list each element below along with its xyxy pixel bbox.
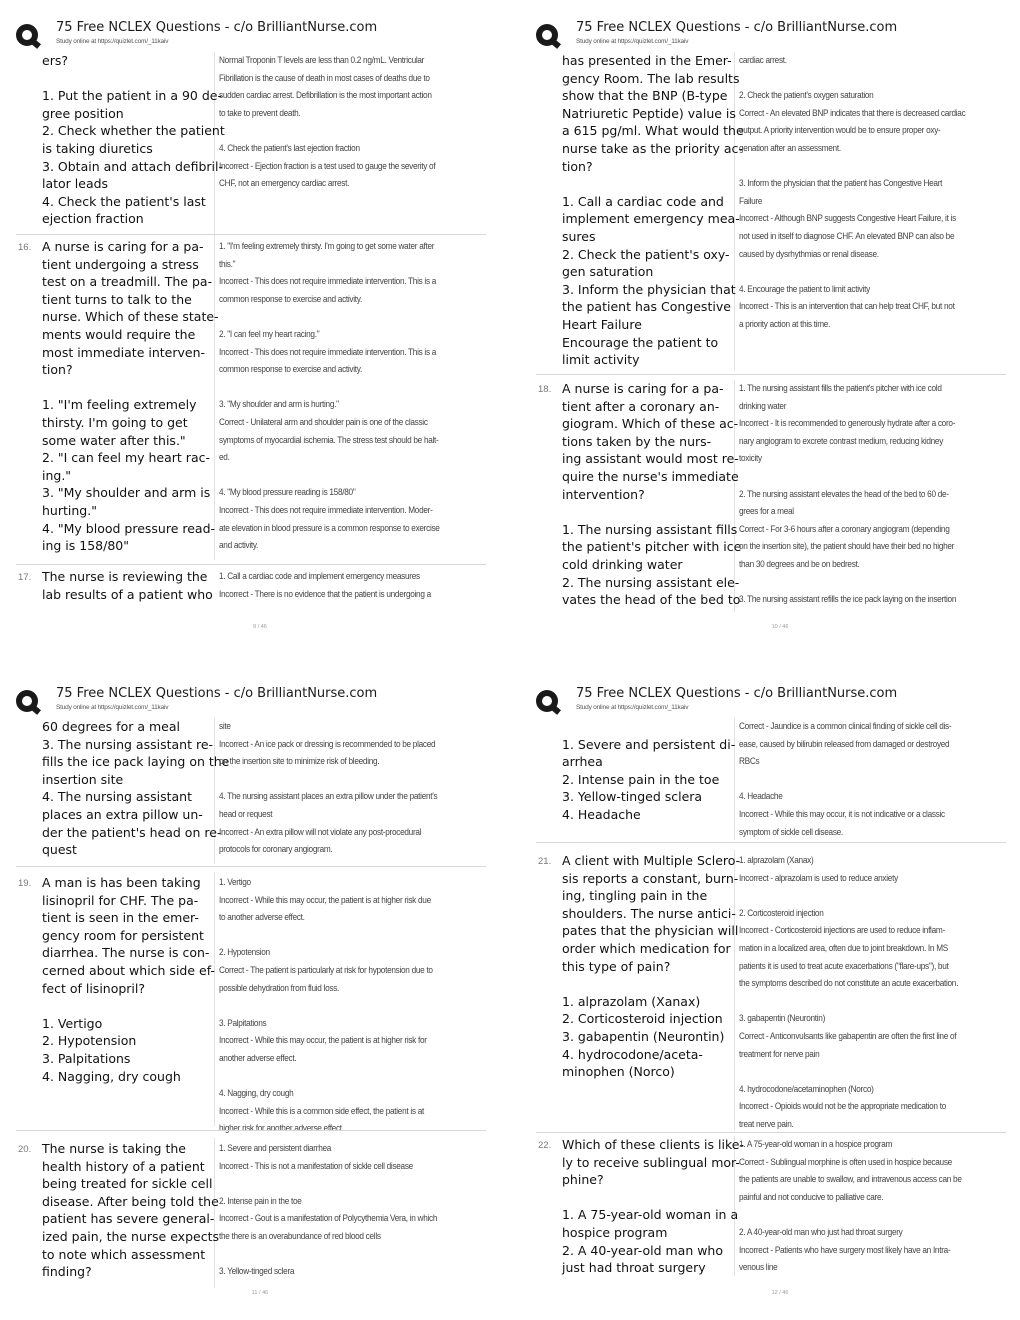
question-divider <box>16 866 486 867</box>
page-header <box>12 16 508 50</box>
answer-text: 1. Call a cardiac code and implement emergency measures Incorrect - There is no evidence that the patient is undergoing a <box>219 571 431 600</box>
question-divider <box>536 842 1006 843</box>
header-subtitle: Study online at https://quizlet.com/_11kaiv <box>576 38 689 45</box>
question-divider <box>536 374 1006 375</box>
question-text: 1. Severe and persistent di- arrhea 2. Intense pain in the toe 3. Yellow-tinged sclera 4. Headache <box>562 736 736 822</box>
answer-text: 1. The nursing assistant fills the patient's pitcher with ice cold drinking water Incorrect - It is recommended to generously hydrate after a coro- nary angiogram to excrete contrast medium, reducing kidney toxicity 2. The nursing assistant elevates the head of the bed to 60 de- grees for a meal Correct - For 3-6 hours after a coronary angiogram (depending on the insertion site), the patient should have their bed no higher than 30 degrees and be on bedrest. 3. The nursing assistant refills the ice pack laying on the insertion <box>739 383 957 606</box>
answer-text: 1. A 75-year-old woman in a hospice program Correct - Sublingual morphine is often used in hospice because the patients are unable to swallow, and intravenous access can be painful and not conducive to palliative care. 2. A 40-year-old man who just had throat surgery Incorrect - Patients who have surgery most likely have an Intra- venous line <box>739 1139 962 1274</box>
answer-text: 1. Severe and persistent diarrhea Incorrect - This is not a manifestation of sickle cell disease 2. Intense pain in the toe Incorrect - Gout is a manifestation of Polycythemia Vera, in which the there is an overabundance of red blood cells 3. Yellow-tinged sclera <box>219 1143 438 1278</box>
question-number: 20. <box>18 1144 32 1155</box>
header-title: 75 Free NCLEX Questions - c/o BrilliantNurse.com <box>56 20 378 35</box>
question-number: 19. <box>18 878 32 889</box>
page-number: 9 / 46 <box>253 624 267 630</box>
document-page <box>12 12 508 652</box>
question-text: The nurse is reviewing the lab results of a patient who <box>42 569 213 602</box>
header-subtitle: Study online at https://quizlet.com/_11kaiv <box>56 704 169 711</box>
question-text: A client with Multiple Sclero- sis reports a constant, burn- ing, tingling pain in the shoulders. The nurse antici- pates that the physician will order which medication for this type of pain? 1. alprazolam (Xanax) 2. Corticosteroid injection 3. gabapentin (Neurontin) 4. hydrocodone/aceta- minophen (Norco) <box>562 853 741 1080</box>
question-text: A nurse is caring for a pa- tient undergoing a stress test on a treadmill. The pa- tient turns to talk to the nurse. Which of these state- ments would require the most immediate interven- tion? 1. "I'm feeling extremely thirsty. I'm going to get some water after this." 2. "I can feel my heart rac- ing." 3. "My shoulder and arm is hurting." 4. "My blood pressure read- ing is 158/80" <box>42 239 219 554</box>
answer-text: 1. Vertigo Incorrect - While this may occur, the patient is at higher risk due to another adverse effect. 2. Hypotension Correct - The patient is particularly at risk for hypotension due to possible dehydration from fluid loss. 3. Palpitations Incorrect - While this may occur, the patient is at higher risk for another adverse effect. 4. Nagging, dry cough Incorrect - While this is a common side effect, the patient is at higher risk for another adverse effect. <box>219 877 433 1135</box>
header-title: 75 Free NCLEX Questions - c/o BrilliantNurse.com <box>576 20 898 35</box>
document-page <box>532 678 1020 1318</box>
question-divider <box>536 1132 1006 1133</box>
question-divider <box>16 564 486 565</box>
answer-text: cardiac arrest. 2. Check the patient's oxygen saturation Correct - An elevated BNP indicates that there is decreased cardiac output. A priority intervention would be to ensure proper oxy- genation after an assessment. 3. Inform the physician that the patient has Congestive Heart Failure Incorrect - Although BNP suggests Congestive Heart Failure, it is not used in itself to diagnose CHF. An elevated BNP can also be caused by dysrhythmias or renal disease. 4. Encourage the patient to limit activity Incorrect - This is an intervention that can help treat CHF, but not a priority action at this time. <box>739 55 966 330</box>
question-text: has presented in the Emer- gency Room. The lab results show that the BNP (B-type Natriuretic Peptide) value is a 615 pg/ml. What would the nurse take as the priority ac- tion? 1. Call a cardiac code and implement emergency mea- sures 2. Check the patient's oxy- gen saturation 3. Inform the physician that the patient has Congestive Heart Failure Encourage the patient to limit activity <box>562 53 744 368</box>
question-text: Which of these clients is like- ly to receive sublingual mor- phine? 1. A 75-year-old woman in a hospice program 2. A 40-year-old man who just had throat surgery <box>562 1137 744 1276</box>
answer-text: site Incorrect - An ice pack or dressing is recommended to be placed on the insertion site to minimize risk of bleeding. 4. The nursing assistant places an extra pillow under the patient's head or request Incorrect - An extra pillow will not violate any post-procedural protocols for coronary angiogram. <box>219 721 438 856</box>
answer-text: 1. alprazolam (Xanax) Incorrect - alprazolam is used to reduce anxiety 2. Corticosteroid injection Incorrect - Corticosteroid injections are used to reduce inflam- mation in a localized area, often due to joint breakdown. In MS patients it is used to treat acute exacerbations ("flare-ups"), but the symptoms described do not constitute an acute exacerbation. 3. gabapentin (Neurontin) Correct - Anticonvulsants like gabapentin are often the first line of treatment for nerve pain 4. hydrocodone/acetaminophen (Norco) Incorrect - Opioids would not be the appropriate medication to treat nerve pain. <box>739 855 959 1130</box>
question-number: 18. <box>538 384 552 395</box>
answer-text: Normal Troponin T levels are less than 0.2 ng/mL. Ventricular Fibrillation is the cause of death in most cases of deaths due to sudden cardiac arrest. Defibrillation is the most important action to take to prevent death. 4. Check the patient's last ejection fraction Incorrect - Ejection fraction is a test used to gauge the severity of CHF, not an emergency cardiac arrest. <box>219 55 436 190</box>
document-page <box>532 12 1020 652</box>
answer-text: Correct - Jaundice is a common clinical finding of sickle cell dis- ease, caused by bilirubin released from damaged or destroyed RBCs 4. Headache Incorrect - While this may occur, it is not indicative or a classic symptom of sickle cell disease. <box>739 721 952 838</box>
header-title: 75 Free NCLEX Questions - c/o BrilliantNurse.com <box>576 686 898 701</box>
page-header <box>12 682 508 716</box>
page-number: 11 / 46 <box>251 1290 269 1296</box>
document-page <box>12 678 508 1318</box>
page-number: 12 / 46 <box>771 1290 789 1296</box>
question-text: A man is has been taking lisinopril for CHF. The pa- tient is seen in the emer- gency room for persistent diarrhea. The nurse is con- cerned about which side ef- fect of lisinopril? 1. Vertigo 2. Hypotension 3. Palpitations 4. Nagging, dry cough <box>42 875 215 1084</box>
header-title: 75 Free NCLEX Questions - c/o BrilliantNurse.com <box>56 686 378 701</box>
page-header <box>532 16 1020 50</box>
question-number: 22. <box>538 1140 552 1151</box>
quizlet-logo-icon <box>536 690 558 712</box>
question-divider <box>16 1130 486 1131</box>
question-number: 21. <box>538 856 552 867</box>
question-divider <box>16 234 486 235</box>
question-number: 16. <box>18 242 32 253</box>
question-text: A nurse is caring for a pa- tient after a coronary an- giogram. Which of these ac- tions taken by the nurs- ing assistant would most re- quire the nurse's immediate intervention? 1. The nursing assistant fills the patient's pitcher with ice cold drinking water 2. The nursing assistant ele- vates the head of the bed to <box>562 381 742 608</box>
question-text: 60 degrees for a meal 3. The nursing assistant re- fills the ice pack laying on the insertion site 4. The nursing assistant places an extra pillow un- der the patient's head on re- quest <box>42 719 230 858</box>
question-text: The nurse is taking the health history of a patient being treated for sickle cell disease. After being told the patient has severe general- ized pain, the nurse expects to note which assessment finding? <box>42 1141 219 1280</box>
header-subtitle: Study online at https://quizlet.com/_11kaiv <box>576 704 689 711</box>
question-number: 17. <box>18 572 32 583</box>
page-header <box>532 682 1020 716</box>
answer-text: 1. "I'm feeling extremely thirsty. I'm going to get some water after this." Incorrect - This does not require immediate intervention. This is a common response to exercise and activity. 2. "I can feel my heart racing." Incorrect - This does not require immediate intervention. This is a common response to exercise and activity. 3. "My shoulder and arm is hurting." Correct - Unilateral arm and shoulder pain is one of the classic symptoms of myocardial ischemia. The stress test should be halt- ed. 4. "My blood pressure reading is 158/80" Incorrect - This does not require immediate intervention. Moder- ate elevation in blood pressure is a common response to exercise and activity. <box>219 241 440 552</box>
question-text: ers? 1. Put the patient in a 90 de- gree position 2. Check whether the patient is taking diuretics 3. Obtain and attach defibril- lator leads 4. Check the patient's last ejection fraction <box>42 53 225 227</box>
quizlet-logo-icon <box>16 690 38 712</box>
page-number: 10 / 46 <box>771 624 789 630</box>
header-subtitle: Study online at https://quizlet.com/_11kaiv <box>56 38 169 45</box>
quizlet-logo-icon <box>536 24 558 46</box>
quizlet-logo-icon <box>16 24 38 46</box>
